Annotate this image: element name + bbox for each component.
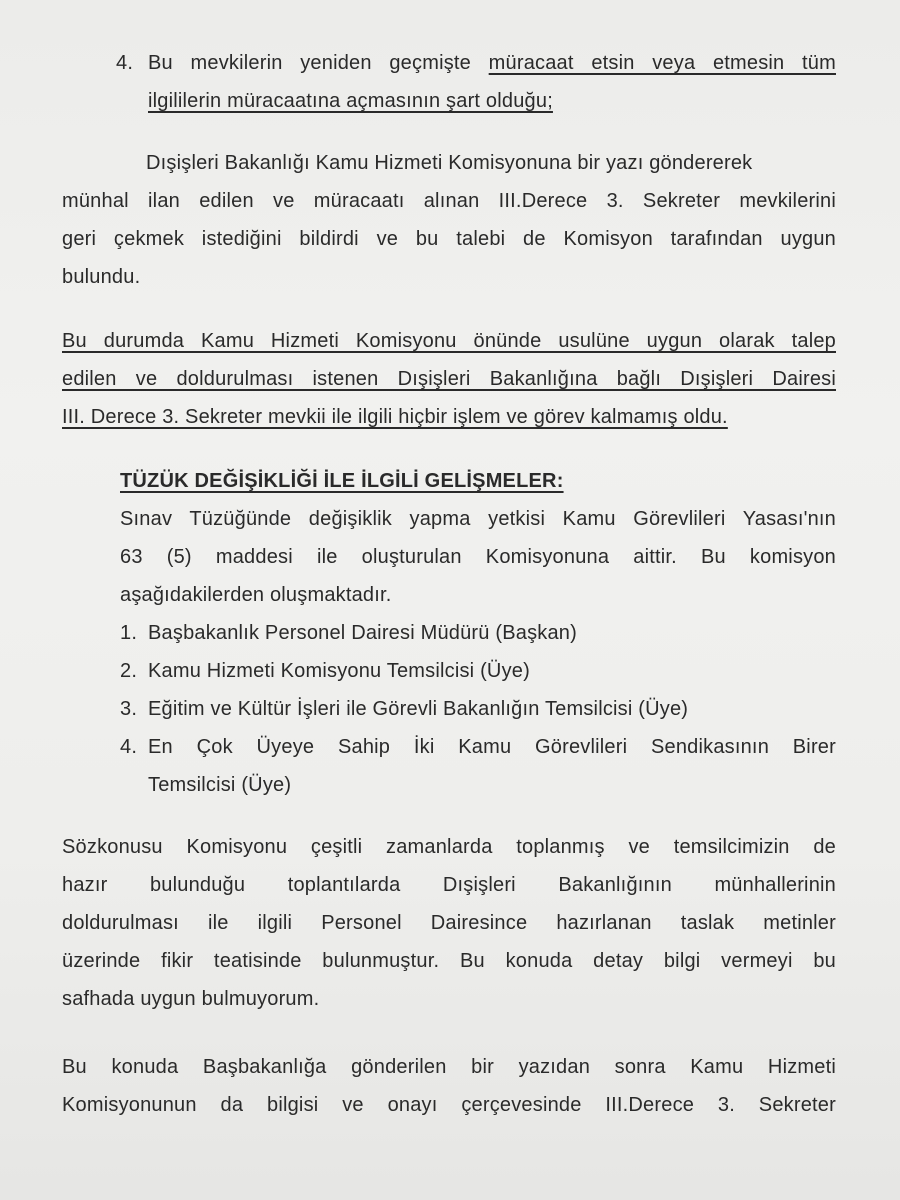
text-line: safhada uygun bulmuyorum. <box>62 988 320 1010</box>
list-item <box>120 614 836 652</box>
text-line: hazır bulunduğu toplantılarda Dışişleri Bakanlığının münhallerinin <box>62 874 836 896</box>
section-intro <box>120 500 836 614</box>
list-item-text: Başbakanlık Personel Dairesi Müdürü (Başkan) <box>148 622 577 644</box>
commission-members-list <box>120 614 836 804</box>
list-number: 1. <box>120 622 138 644</box>
text-line: Bu konuda Başbakanlığa gönderilen bir yazıdan sonra Kamu Hizmeti <box>62 1056 836 1078</box>
list-item-4-requirement <box>116 44 836 120</box>
text-line: edilen ve doldurulması istenen Dışişleri Bakanlığına bağlı Dışişleri Dairesi <box>62 368 836 390</box>
list-item <box>120 728 836 804</box>
text-line: 63 (5) maddesi ile oluşturulan Komisyonuna aittir. Bu komisyon <box>120 546 836 568</box>
list-number: 2. <box>120 660 138 682</box>
text-line: Sınav Tüzüğünde değişiklik yapma yetkisi Kamu Görevlileri Yasası'nın <box>120 508 836 530</box>
text-line: En Çok Üyeye Sahip İki Kamu Görevlileri Sendikasının Birer <box>148 736 836 758</box>
text-line: Temsilcisi (Üye) <box>148 774 292 796</box>
text-line: bulundu. <box>62 266 141 288</box>
paragraph-prime-ministry-letter <box>62 1048 836 1124</box>
list-item-text <box>148 44 836 120</box>
text-line: III. Derece 3. Sekreter mevkii ile ilgili hiçbir işlem ve görev kalmamış oldu. <box>62 406 728 428</box>
text-line: geri çekmek istediğini bildirdi ve bu talebi de Komisyon tarafından uygun <box>62 228 836 250</box>
paragraph-no-pending-process <box>62 322 836 436</box>
list-number: 4. <box>120 736 138 758</box>
text-line: Komisyonunun da bilgisi ve onayı çerçevesinde III.Derece 3. Sekreter <box>62 1094 836 1116</box>
text-line: Dışişleri Bakanlığı Kamu Hizmeti Komisyonuna bir yazı göndererek <box>146 152 753 174</box>
list-number: 4. <box>116 52 134 74</box>
text-line: doldurulması ile ilgili Personel Dairesince hazırlanan taslak metinler <box>62 912 836 934</box>
text-line: Sözkonusu Komisyonu çeşitli zamanlarda toplanmış ve temsilcimizin de <box>62 836 836 858</box>
list-number: 3. <box>120 698 138 720</box>
underlined-text: ilgililerin müracaatına açmasının şart olduğu; <box>148 90 553 112</box>
text-line: münhal ilan edilen ve müracaatı alınan III.Derece 3. Sekreter mevkilerini <box>62 190 836 212</box>
plain-text: Bu mevkilerin yeniden geçmişte <box>148 52 489 74</box>
text-line <box>148 44 836 82</box>
list-item <box>120 652 836 690</box>
paragraph-commission-meetings <box>62 828 836 1018</box>
list-item-text <box>148 728 836 804</box>
paragraph-request-withdrawal <box>62 144 836 296</box>
underlined-text: müracaat etsin veya etmesin tüm <box>488 52 836 74</box>
list-item <box>120 690 836 728</box>
text-line: aşağıdakilerden oluşmaktadır. <box>120 584 392 606</box>
list-item-text: Kamu Hizmeti Komisyonu Temsilcisi (Üye) <box>148 660 530 682</box>
text-line: Bu durumda Kamu Hizmeti Komisyonu önünde usulüne uygun olarak talep <box>62 330 836 352</box>
section-heading: TÜZÜK DEĞİŞİKLİĞİ İLE İLGİLİ GELİŞMELER: <box>120 470 564 492</box>
text-line: üzerinde fikir teatisinde bulunmuştur. Bu konuda detay bilgi vermeyi bu <box>62 950 836 972</box>
list-item-text: Eğitim ve Kültür İşleri ile Görevli Bakanlığın Temsilcisi (Üye) <box>148 698 689 720</box>
